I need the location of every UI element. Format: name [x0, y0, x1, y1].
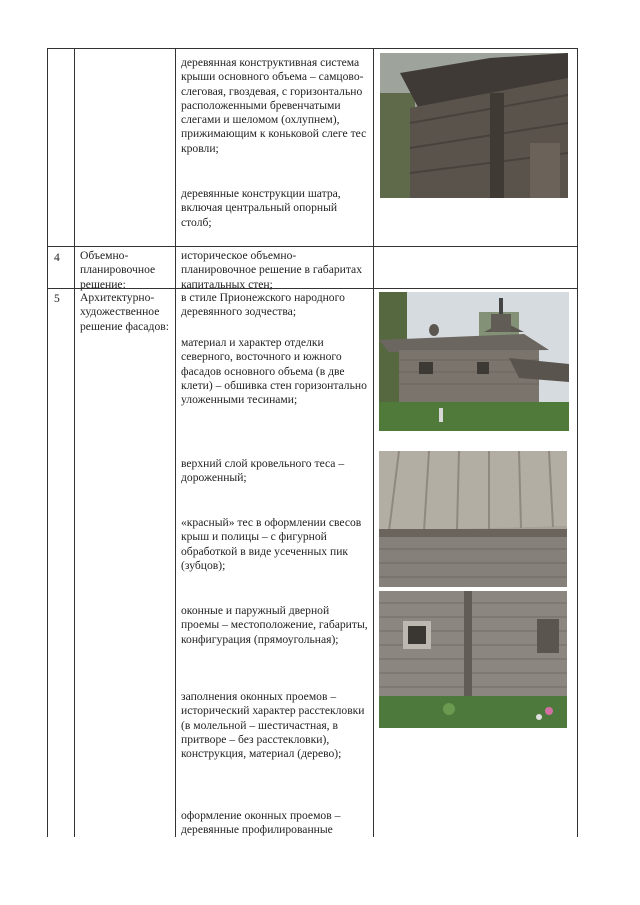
- photo-roof-eaves: [379, 451, 567, 587]
- row5-name: Архитектурно-художественное решение фасадов:: [80, 291, 169, 333]
- photo-chapel-exterior: [379, 292, 569, 431]
- table-border-right: [577, 48, 578, 837]
- roof-structure-text: деревянная конструктивная система крыши основного объема – самцово-слеговая, гвоздевая, с горизонтально расположенными бревенчатыми слегами и шеломом (охлупнем), прижимающим к коньковой слеге тес кровли;: [181, 56, 367, 155]
- facade-finish-text: материал и характер отделки северного, восточного и южного фасадов основного объема (в две клети) – обшивка стен горизонтально уложенными тесинами;: [181, 336, 367, 407]
- window-fill-text: заполнения оконных проемов – исторический характер расстекловки (в молельной – шестичастная, в притворе – без расстекловки), конструкция, материал (дерево);: [181, 690, 365, 761]
- table-border-left: [47, 48, 48, 837]
- photo-facade-windows: [379, 591, 567, 728]
- facade-style-text: в стиле Прионежского народного деревянного зодчества;: [181, 291, 345, 319]
- row4-name: Объемно-планировочное решение:: [80, 249, 156, 291]
- photo-roof-detail: [380, 53, 568, 198]
- row5-number: 5: [54, 292, 60, 305]
- table-border-top: [47, 48, 578, 49]
- red-board-text: «красный» тес в оформлении свесов крыш и полицы – с фигурной обработкой в виде усеченных пик (зубцов);: [181, 516, 362, 572]
- row4-number: 4: [54, 251, 60, 264]
- openings-text: оконные и паружный дверной проемы – местоположение, габариты, конфигурация (прямоугольная);: [181, 604, 368, 646]
- roofing-layer-text: верхний слой кровельного теса – дороженный;: [181, 457, 345, 485]
- table-divider-col3: [373, 48, 374, 837]
- row4-top-border: [47, 246, 578, 247]
- table-divider-col1: [74, 48, 75, 837]
- window-decor-text: оформление оконных проемов – деревянные профилированные: [181, 809, 341, 837]
- tent-structure-text: деревянные конструкции шатра, включая центральный опорный столб;: [181, 187, 341, 229]
- row4-text: историческое объемно-планировочное решение в габаритах капитальных стен;: [181, 249, 362, 291]
- table-divider-col2: [175, 48, 176, 837]
